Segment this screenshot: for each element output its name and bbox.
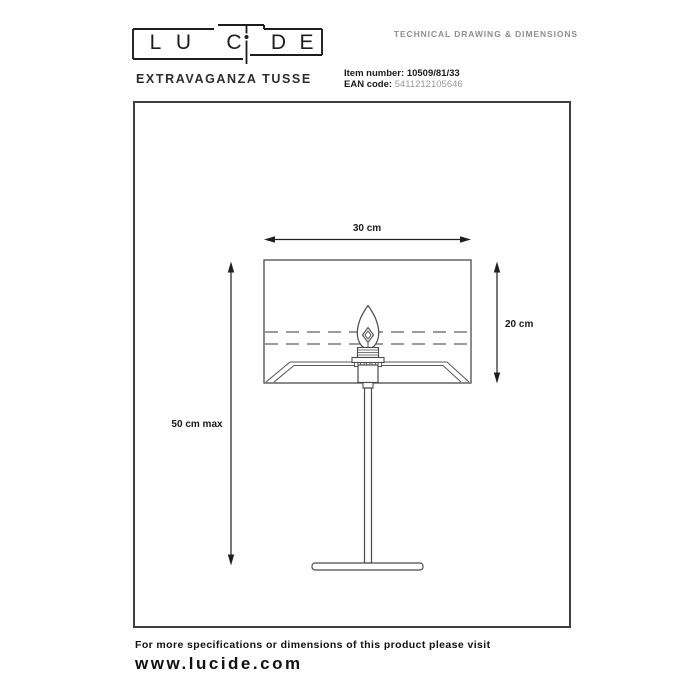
arrowhead-down-icon	[228, 555, 234, 566]
item-info-block	[344, 69, 463, 90]
ean-line	[344, 80, 463, 91]
logo-letter: D	[270, 31, 287, 54]
dimension-shade-height-label: 20 cm	[505, 319, 534, 330]
footer	[135, 639, 490, 674]
lamp-base	[312, 563, 423, 570]
logo-letter: E	[299, 31, 314, 54]
product-title: EXTRAVAGANZA TUSSE	[136, 72, 312, 86]
dimension-total-height-label: 50 cm max	[171, 419, 223, 430]
arrowhead-right-icon	[460, 236, 471, 243]
ean-label: EAN code:	[344, 78, 393, 90]
item-number-label: Item number:	[344, 68, 405, 79]
technical-drawing	[133, 101, 571, 628]
logo-letter: U	[175, 31, 192, 54]
dimension-shade-height	[494, 262, 534, 384]
socket-holder	[358, 365, 378, 383]
logo-letters	[150, 31, 314, 54]
socket-flange	[352, 358, 384, 363]
item-number-value: 10509/81/33	[406, 68, 460, 79]
arrowhead-down-icon	[494, 373, 500, 384]
lamp-stem	[365, 388, 372, 563]
footer-website: www.lucide.com	[135, 654, 303, 673]
dimension-width-label: 30 cm	[352, 223, 382, 234]
doc-type-label: TECHNICAL DRAWING & DIMENSIONS	[393, 29, 578, 39]
logo-letter: L	[149, 31, 162, 54]
dimension-total-height	[171, 262, 234, 566]
arrowhead-left-icon	[264, 236, 275, 243]
logo-letter: C	[226, 31, 242, 54]
footer-note: For more specifications or dimensions of this product please visit	[135, 639, 491, 651]
dimension-width	[264, 223, 471, 243]
stem-collar	[363, 383, 373, 389]
arrowhead-up-icon	[494, 262, 500, 273]
lucide-logo	[130, 14, 325, 66]
arrowhead-up-icon	[228, 262, 234, 273]
ean-value: 5411212105646	[394, 78, 463, 90]
logo-letter-i-pendant	[245, 25, 249, 64]
